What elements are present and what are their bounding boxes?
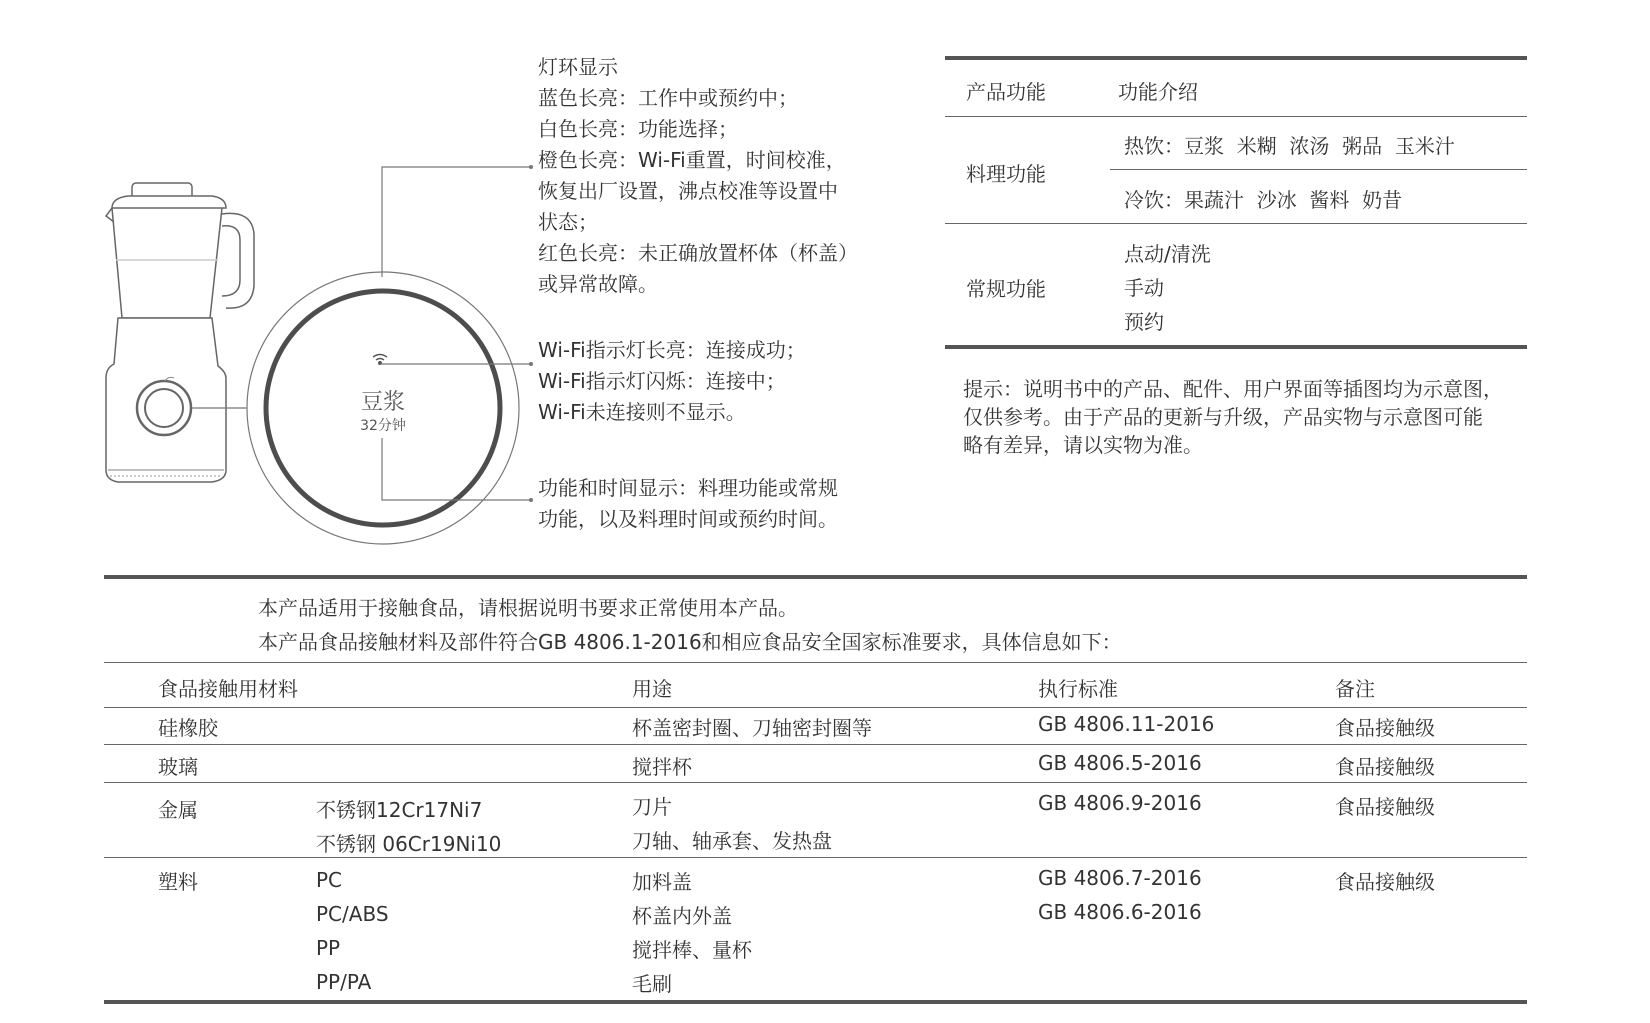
table-cell: GB 4806.11-2016 <box>1038 712 1215 736</box>
regular-item: 手动 <box>1124 276 1164 300</box>
callout-line: 灯环显示 <box>538 55 618 79</box>
callout-line: 蓝色长亮：工作中或预约中； <box>538 86 798 110</box>
table-cell: 食品接触级 <box>1335 755 1435 779</box>
materials-header: 食品接触用材料 <box>158 677 298 701</box>
table-cell: GB 4806.9-2016 <box>1038 791 1202 815</box>
blender-icon <box>106 183 254 482</box>
callout-line: 白色长亮：功能选择； <box>538 117 738 141</box>
table-cell: 玻璃 <box>158 755 198 779</box>
cooking-hot: 热饮：豆浆 米糊 浓汤 粥品 玉米汁 <box>1124 134 1455 158</box>
table-cell: 不锈钢12Cr17Ni7 <box>316 798 483 822</box>
callout-line: 功能和时间显示：料理功能或常规 <box>538 476 838 500</box>
table-cell: 食品接触级 <box>1335 795 1435 819</box>
intro-line: 本产品适用于接触食品，请根据说明书要求正常使用本产品。 <box>258 596 798 620</box>
row-label-cooking: 料理功能 <box>966 162 1046 186</box>
callout-line: 功能，以及料理时间或预约时间。 <box>538 507 838 531</box>
callout-wifi <box>538 335 806 428</box>
callout-line: 状态； <box>538 210 598 234</box>
table-cell: 杯盖内外盖 <box>632 904 732 928</box>
table-cell: 杯盖密封圈、刀轴密封圈等 <box>632 716 872 740</box>
table-cell: PP <box>316 936 341 960</box>
callout-line: Wi-Fi指示灯长亮：连接成功； <box>538 338 806 362</box>
callout-line: Wi-Fi指示灯闪烁：连接中； <box>538 369 786 393</box>
regular-item: 点动/清洗 <box>1124 242 1211 266</box>
callout-line: Wi-Fi未连接则不显示。 <box>538 400 746 424</box>
table-cell: 刀轴、轴承套、发热盘 <box>632 829 832 853</box>
callout-line: 或异常故障。 <box>538 272 658 296</box>
display-mode: 豆浆 <box>360 390 405 415</box>
materials-header: 用途 <box>632 677 672 701</box>
table-cell: PC <box>316 868 343 892</box>
table-cell: 不锈钢 06Cr19Ni10 <box>316 832 502 856</box>
callout-light-ring <box>538 52 858 300</box>
table-header: 产品功能 <box>966 80 1046 104</box>
table-cell: 毛刷 <box>632 972 672 996</box>
tip-line: 略有差异，请以实物为准。 <box>963 433 1203 457</box>
table-header: 功能介绍 <box>1118 80 1198 104</box>
table-cell: 刀片 <box>632 795 672 819</box>
table-cell: GB 4806.6-2016 <box>1038 900 1202 924</box>
table-cell: GB 4806.5-2016 <box>1038 751 1202 775</box>
tip-text <box>963 375 1503 459</box>
callout-function-time <box>538 473 838 535</box>
table-cell: PP/PA <box>316 970 372 994</box>
tip-line: 提示：说明书中的产品、配件、用户界面等插图均为示意图， <box>963 377 1503 401</box>
table-cell: 搅拌棒、量杯 <box>632 938 752 962</box>
table-cell: 搅拌杯 <box>632 755 692 779</box>
table-cell: 食品接触级 <box>1335 870 1435 894</box>
cooking-cold: 冷饮：果蔬汁 沙冰 酱料 奶昔 <box>1124 188 1403 212</box>
table-cell: 食品接触级 <box>1335 716 1435 740</box>
regular-item: 预约 <box>1124 310 1164 334</box>
callout-line: 恢复出厂设置，沸点校准等设置中 <box>538 179 838 203</box>
tip-line: 仅供参考。由于产品的更新与升级，产品实物与示意图可能 <box>963 405 1483 429</box>
table-cell: 塑料 <box>158 870 198 894</box>
materials-header: 备注 <box>1335 677 1375 701</box>
table-cell: 硅橡胶 <box>158 716 218 740</box>
table-cell: 加料盖 <box>632 870 692 894</box>
table-cell: 金属 <box>158 798 198 822</box>
table-cell: PC/ABS <box>316 902 389 926</box>
materials-header: 执行标准 <box>1038 677 1118 701</box>
display-time: 32分钟 <box>360 418 406 434</box>
callout-line: 红色长亮：未正确放置杯体（杯盖） <box>538 241 858 265</box>
table-cell: GB 4806.7-2016 <box>1038 866 1202 890</box>
callout-line: 橙色长亮：Wi-Fi重置，时间校准， <box>538 148 846 172</box>
row-label-regular: 常规功能 <box>966 277 1046 301</box>
intro-line: 本产品食品接触材料及部件符合GB 4806.1-2016和相应食品安全国家标准要求，具体信息如下： <box>258 630 1122 654</box>
